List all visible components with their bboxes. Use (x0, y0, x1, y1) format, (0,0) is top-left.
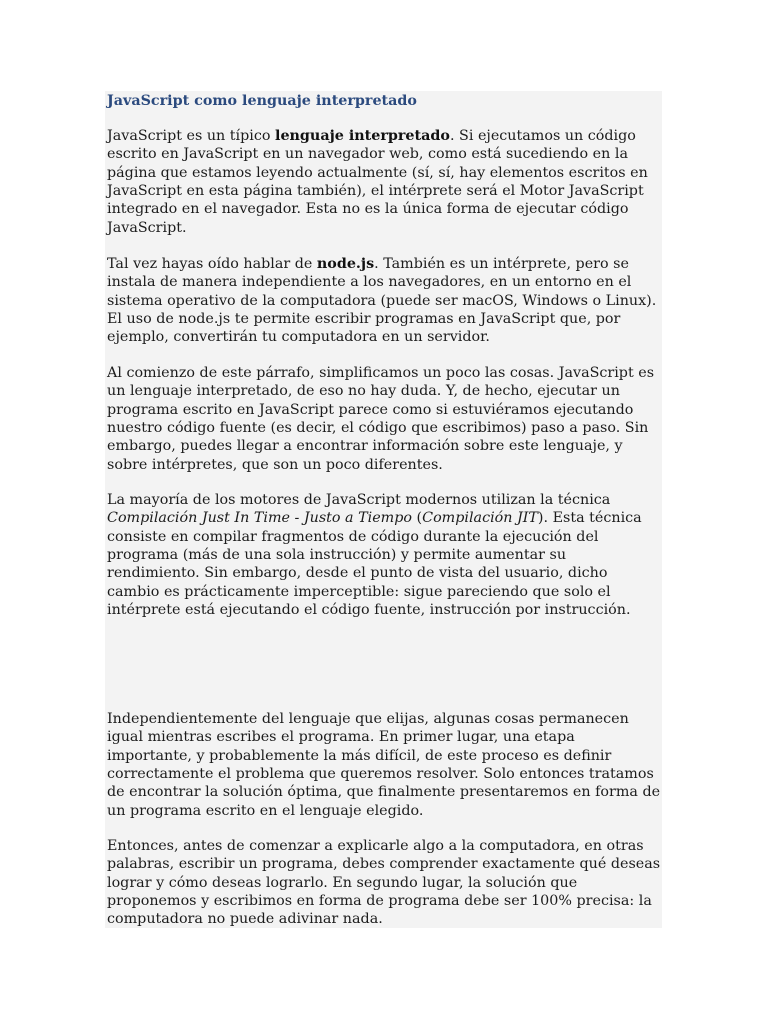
italic-term-jit-short: Compilación JIT (422, 510, 538, 527)
paragraph-jit-compilation (107, 491, 663, 619)
paragraph-nodejs (107, 255, 663, 347)
paragraph-text: JavaScript es un típico (107, 128, 276, 144)
paragraph-text: La mayoría de los motores de JavaScript modernos utilizan la técnica (107, 492, 611, 508)
paragraph-text: . También es un intérprete, pero se instala de manera independiente a los navegadores, en un entorno en el sistema operativo de la computadora (puede ser macOS, Windows o Linux). El uso de node.js te permite escribir programas en JavaScript que, por ejemplo, convertirán tu computadora en un servidor. (107, 256, 657, 346)
paragraph-text: . Si ejecutamos un código escrito en JavaScript en un navegador web, como está sucediendo en la página que estamos leyendo actualmente (sí, sí, hay elementos escritos en JavaScript en esta página también), el intérprete será el Motor JavaScript integrado en el navegador. Esta no es la única forma de ejecutar código JavaScript. (107, 128, 648, 236)
document-title: JavaScript como lenguaje interpretado (107, 93, 417, 109)
paragraph-simplification: Al comienzo de este párrafo, simplificamos un poco las cosas. JavaScript es un lenguaje interpretado, de eso no hay duda. Y, de hecho, ejecutar un programa escrito en JavaScript parece como si estuviéramos ejecutando nuestro código fuente (es decir, el código que escribimos) paso a paso. Sin embargo, puedes llegar a encontrar información sobre este lenguaje, y sobre intérpretes, que son un poco diferentes. (107, 365, 655, 473)
paragraph-text: Tal vez hayas oído hablar de (107, 256, 317, 272)
document-content (105, 91, 662, 928)
paragraph-interpreted-language (107, 127, 663, 237)
paragraph-text: ). Esta técnica consiste en compilar fragmentos de código durante la ejecución del programa (más de una sola instrucción) y permite aumentar su rendimiento. Sin embargo, desde el punto de vista del usuario, dicho cambio es prácticamente imperceptible: sigue pareciendo que solo el intérprete está ejecutando el código fuente, instrucción por instrucción. (107, 510, 642, 619)
paragraph-define-problem: Independientemente del lenguaje que elijas, algunas cosas permanecen igual mientras escribes el programa. En primer lugar, una etapa importante, y probablemente la más difícil, de este proceso es definir correctamente el problema que queremos resolver. Solo entonces tratamos de encontrar la solución óptima, que finalmente presentaremos en forma de un programa escrito en el lenguaje elegido. (107, 711, 661, 819)
paragraph-precise-solution: Entonces, antes de comenzar a explicarle algo a la computadora, en otras palabras, escribir un programa, debes comprender exactamente qué deseas lograr y cómo deseas lograrlo. En segundo lugar, la solución que proponemos y escribimos en forma de programa debe ser 100% precisa: la computadora no puede adivinar nada. (107, 838, 661, 928)
paragraph-text: ( (412, 510, 423, 527)
italic-term-jit-full: Compilación Just In Time - Justo a Tiempo (107, 510, 413, 527)
bold-term-nodejs: node.js (316, 256, 375, 272)
bold-term-interpreted-language: lenguaje interpretado (275, 128, 450, 144)
